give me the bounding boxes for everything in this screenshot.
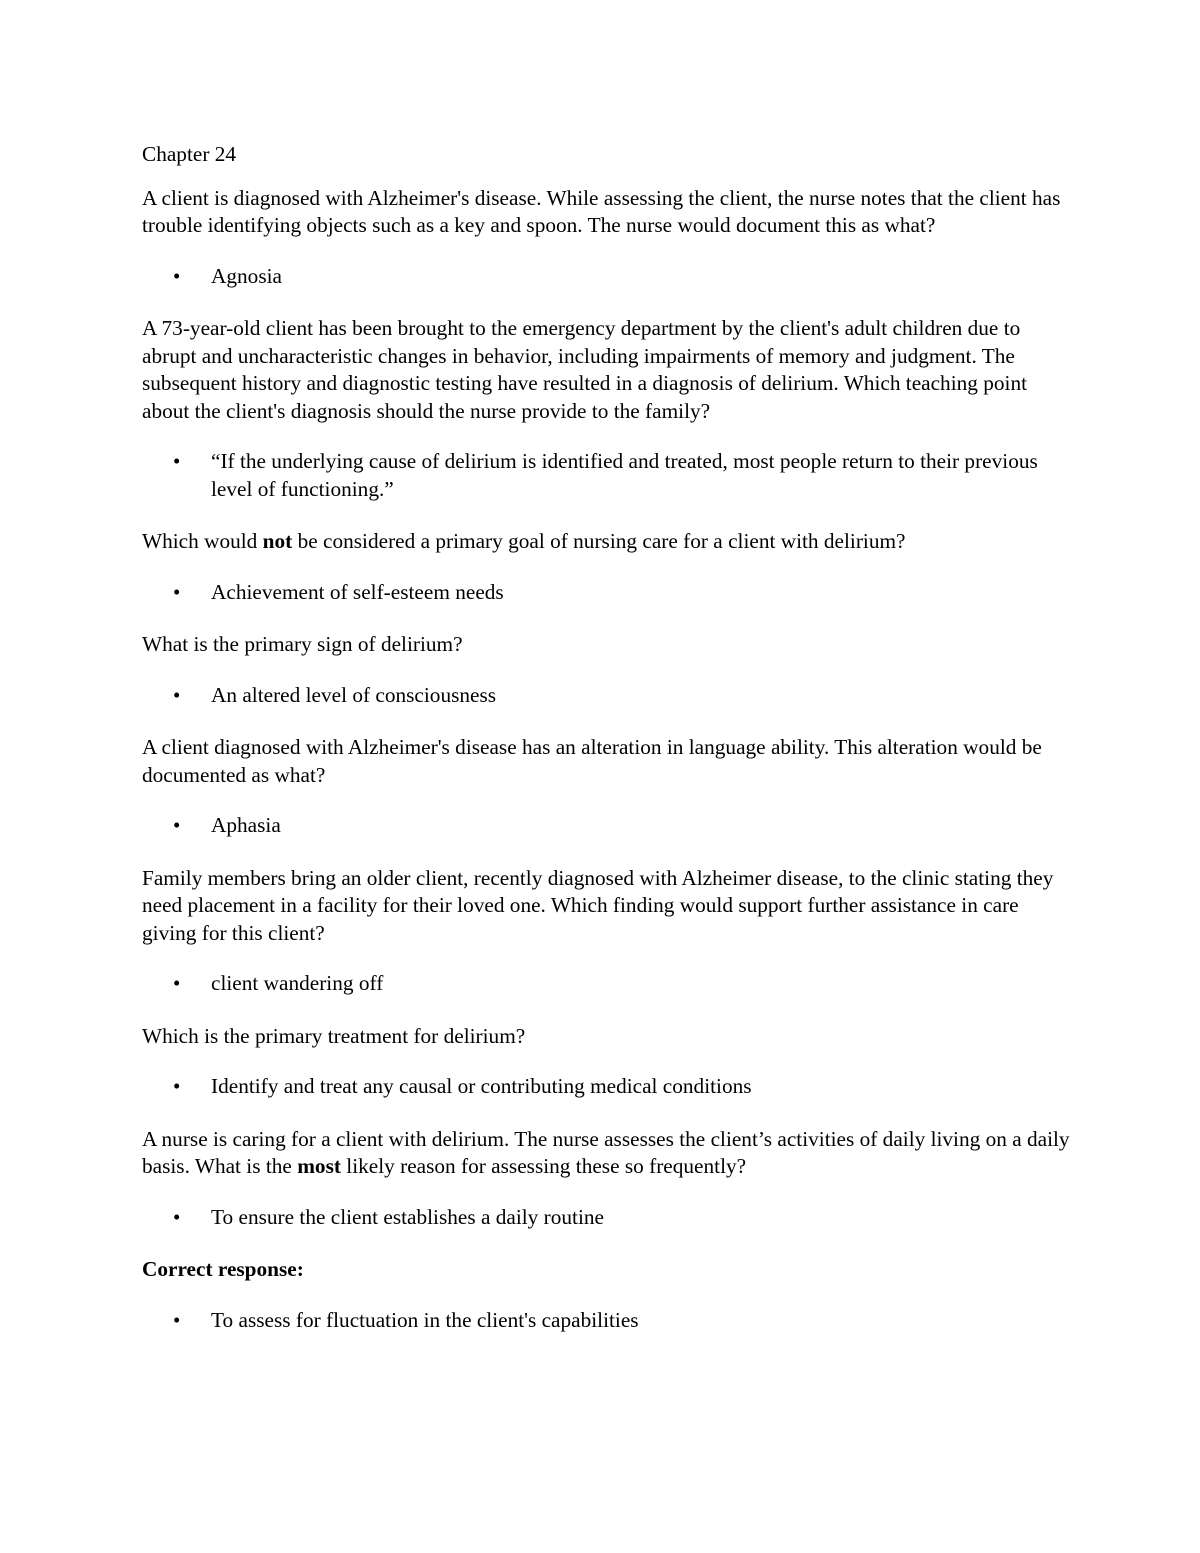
question-7: Which is the primary treatment for delirium? — [142, 1023, 526, 1048]
bullet-icon: • — [173, 263, 181, 288]
bullet-icon: • — [173, 813, 181, 837]
bullet-icon: • — [173, 449, 181, 473]
answer-8 — [142, 1204, 1072, 1232]
answer-1-text: Agnosia — [211, 263, 282, 288]
answer-1 — [142, 263, 1072, 291]
bullet-icon: • — [173, 682, 181, 707]
bullet-icon: • — [173, 971, 181, 995]
question-5: A client diagnosed with Alzheimer's disease has an alteration in language ability. This alteration would be documented as what? — [142, 735, 1042, 787]
question-1: A client is diagnosed with Alzheimer's disease. While assessing the client, the nurse notes that the client has trouble identifying objects such as a key and spoon. The nurse would document this as what? — [142, 185, 1061, 237]
question-4: What is the primary sign of delirium? — [142, 632, 463, 656]
answer-3 — [142, 579, 1072, 607]
question-2: A 73-year-old client has been brought to the emergency department by the client's adult children due to abrupt and uncharacteristic changes in behavior, including impairments of memory and judgment. The subsequent history and diagnostic testing have resulted in a diagnosis of delirium. Which teaching point about the client's diagnosis should the nurse provide to the family? — [142, 316, 1028, 423]
answer-2-text: “If the underlying cause of delirium is identified and treated, most people return to their previous level of functioning.” — [211, 449, 1038, 501]
chapter-title: Chapter 24 — [142, 142, 237, 166]
question-8-emphasis: most — [297, 1154, 341, 1178]
question-3-emphasis: not — [262, 529, 293, 553]
bullet-icon: • — [173, 1204, 181, 1229]
answer-7 — [142, 1073, 1072, 1101]
question-3 — [142, 528, 1072, 556]
answer-5 — [142, 812, 1072, 840]
question-3-part-2: be considered a primary goal of nursing care for a client with delirium? — [292, 529, 906, 553]
answer-6 — [142, 970, 1072, 998]
document-page — [142, 141, 1072, 1359]
correct-response-answer — [142, 1307, 1072, 1335]
question-3-part-1: Which would — [142, 529, 263, 553]
answer-4 — [142, 682, 1072, 710]
bullet-icon: • — [173, 579, 181, 604]
answer-5-text: Aphasia — [211, 813, 281, 837]
question-6: Family members bring an older client, recently diagnosed with Alzheimer disease, to the clinic stating they need placement in a facility for their loved one. Which finding would support further assistance in care giving for this client? — [142, 865, 1054, 945]
answer-6-text: client wandering off — [211, 971, 384, 995]
bullet-icon: • — [173, 1074, 181, 1098]
answer-3-text: Achievement of self-esteem needs — [211, 579, 504, 604]
correct-response-heading: Correct response: — [142, 1257, 304, 1281]
question-8 — [142, 1126, 1072, 1181]
correct-response-text: To assess for fluctuation in the client's capabilities — [211, 1307, 639, 1332]
answer-2 — [142, 448, 1072, 503]
answer-7-text: Identify and treat any causal or contributing medical conditions — [211, 1074, 752, 1098]
question-8-part-1: A nurse is caring for a client with delirium. The nurse assesses the client’s activities of daily living on a daily basis. What is the — [142, 1126, 1070, 1178]
answer-8-text: To ensure the client establishes a daily routine — [211, 1204, 604, 1229]
bullet-icon: • — [173, 1307, 181, 1332]
answer-4-text: An altered level of consciousness — [211, 682, 497, 707]
question-8-part-2: likely reason for assessing these so frequently? — [340, 1154, 747, 1178]
